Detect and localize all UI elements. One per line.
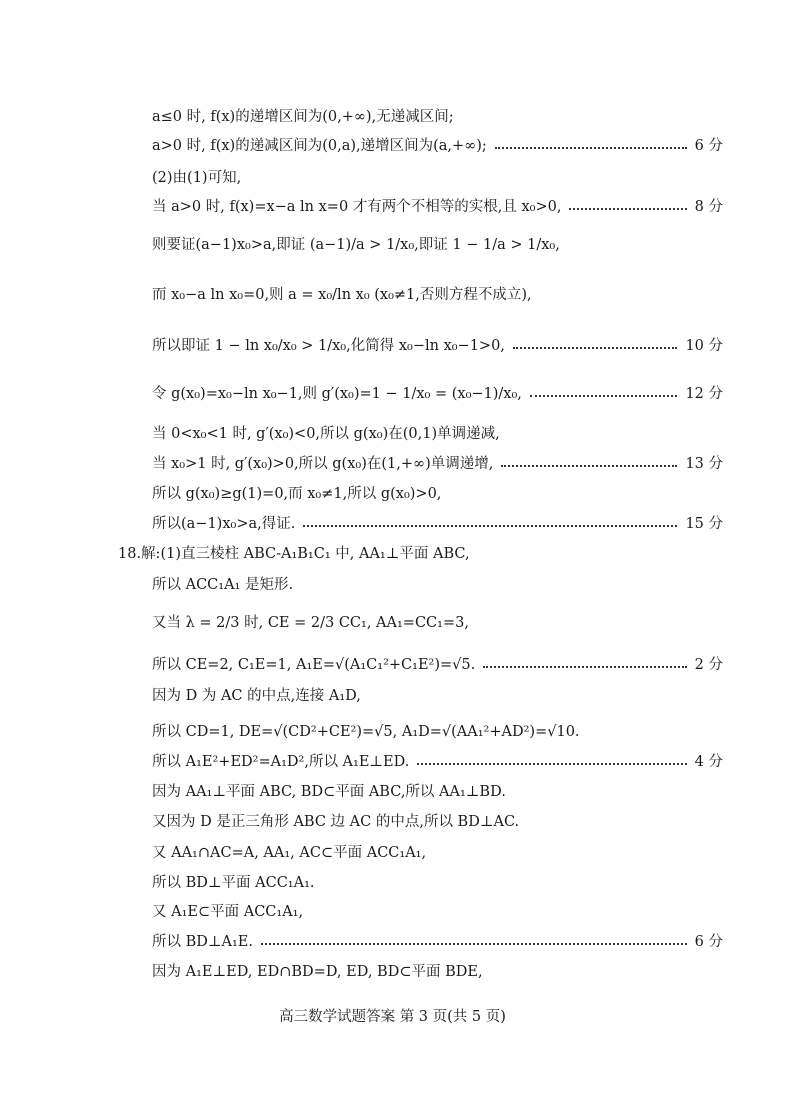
answer-line: [152, 810, 723, 831]
page-footer: 高三数学试题答案 第 3 页(共 5 页): [279, 1009, 506, 1025]
score-mark: 10 分: [685, 338, 723, 354]
line-text: 又 A₁E⊂平面 ACC₁A₁,: [152, 904, 304, 920]
dot-leader: [303, 525, 677, 527]
line-text: 又 AA₁∩AC=A, AA₁, AC⊂平面 ACC₁A₁,: [152, 845, 427, 861]
answer-line: [152, 512, 723, 533]
score-mark: 8 分: [694, 199, 723, 215]
line-text: 所以 A₁E²+ED²=A₁D²,所以 A₁E⊥ED.: [152, 754, 410, 770]
line-text: 又因为 D 是正三角形 ABC 边 AC 的中点,所以 BD⊥AC.: [152, 814, 520, 830]
score-mark: 6 分: [694, 138, 723, 154]
line-text: 所以 CE=2, C₁E=1, A₁E=√(A₁C₁²+C₁E²)=√5.: [152, 657, 476, 673]
line-text: 所以 g(x₀)≥g(1)=0,而 x₀≠1,所以 g(x₀)>0,: [152, 486, 442, 502]
answer-line: [152, 283, 723, 304]
answer-line: [152, 482, 723, 503]
dot-leader: [417, 763, 686, 765]
line-text: a>0 时, f(x)的递减区间为(0,a),递增区间为(a,+∞);: [152, 138, 487, 154]
dot-leader: [530, 395, 678, 397]
dot-leader: [261, 943, 687, 945]
line-text: 所以即证 1 − ln x₀/x₀ > 1/x₀,化简得 x₀−ln x₀−1>0,: [152, 338, 505, 354]
line-text: a≤0 时, f(x)的递增区间为(0,+∞),无递减区间;: [152, 109, 454, 125]
line-text: (2)由(1)可知,: [152, 170, 242, 186]
line-text: 18.解:(1)直三棱柱 ABC-A₁B₁C₁ 中, AA₁⊥平面 ABC,: [118, 546, 470, 562]
answer-line: [152, 611, 723, 632]
line-text: 当 a>0 时, f(x)=x−a ln x=0 才有两个不相等的实根,且 x₀>0,: [152, 199, 562, 215]
line-text: 所以 CD=1, DE=√(CD²+CE²)=√5, A₁D=√(AA₁²+AD²)=√10.: [152, 724, 580, 740]
answer-line: [152, 750, 723, 771]
line-text: 因为 A₁E⊥ED, ED∩BD=D, ED, BD⊂平面 BDE,: [152, 964, 483, 980]
dot-leader: [569, 208, 686, 210]
line-text: 所以 ACC₁A₁ 是矩形.: [152, 577, 294, 593]
line-text: 又当 λ = 2/3 时, CE = 2/3 CC₁, AA₁=CC₁=3,: [152, 615, 469, 631]
answer-line: [152, 166, 723, 187]
answer-line: [152, 871, 723, 892]
score-mark: 13 分: [685, 456, 723, 472]
answer-line: [152, 105, 723, 126]
dot-leader: [483, 666, 686, 668]
answer-line: [152, 684, 723, 705]
answer-line: [152, 573, 723, 594]
answer-line: [152, 134, 723, 155]
score-mark: 12 分: [685, 386, 723, 402]
line-text: 当 0<x₀<1 时, g′(x₀)<0,所以 g(x₀)在(0,1)单调递减,: [152, 426, 500, 442]
answer-line: [118, 542, 723, 563]
score-mark: 2 分: [694, 657, 723, 673]
line-text: 所以 BD⊥A₁E.: [152, 934, 254, 950]
answer-line: [152, 452, 723, 473]
answer-line: [152, 780, 723, 801]
line-text: 所以(a−1)x₀>a,得证.: [152, 516, 296, 532]
score-mark: 4 分: [694, 754, 723, 770]
answer-line: [152, 960, 723, 981]
score-mark: 15 分: [685, 516, 723, 532]
dot-leader: [501, 465, 677, 467]
line-text: 因为 D 为 AC 的中点,连接 A₁D,: [152, 688, 361, 704]
answer-line: [152, 930, 723, 951]
answer-line: [152, 422, 723, 443]
score-mark: 6 分: [694, 934, 723, 950]
line-text: 而 x₀−a ln x₀=0,则 a = x₀/ln x₀ (x₀≠1,否则方程不成立),: [152, 287, 532, 303]
answer-line: [152, 900, 723, 921]
dot-leader: [513, 347, 678, 349]
answer-line: [152, 233, 723, 254]
line-text: 所以 BD⊥平面 ACC₁A₁.: [152, 875, 315, 891]
line-text: 因为 AA₁⊥平面 ABC, BD⊂平面 ABC,所以 AA₁⊥BD.: [152, 784, 506, 800]
line-text: 当 x₀>1 时, g′(x₀)>0,所以 g(x₀)在(1,+∞)单调递增,: [152, 456, 494, 472]
answer-line: [152, 720, 723, 741]
answer-line: [152, 841, 723, 862]
answer-line: [152, 195, 723, 216]
answer-line: [152, 653, 723, 674]
answer-line: [152, 334, 723, 355]
answer-line: [152, 382, 723, 403]
dot-leader: [495, 147, 687, 149]
line-text: 令 g(x₀)=x₀−ln x₀−1,则 g′(x₀)=1 − 1/x₀ = (x₀−1)/x₀,: [152, 386, 522, 402]
line-text: 则要证(a−1)x₀>a,即证 (a−1)/a > 1/x₀,即证 1 − 1/a > 1/x₀,: [152, 237, 560, 253]
